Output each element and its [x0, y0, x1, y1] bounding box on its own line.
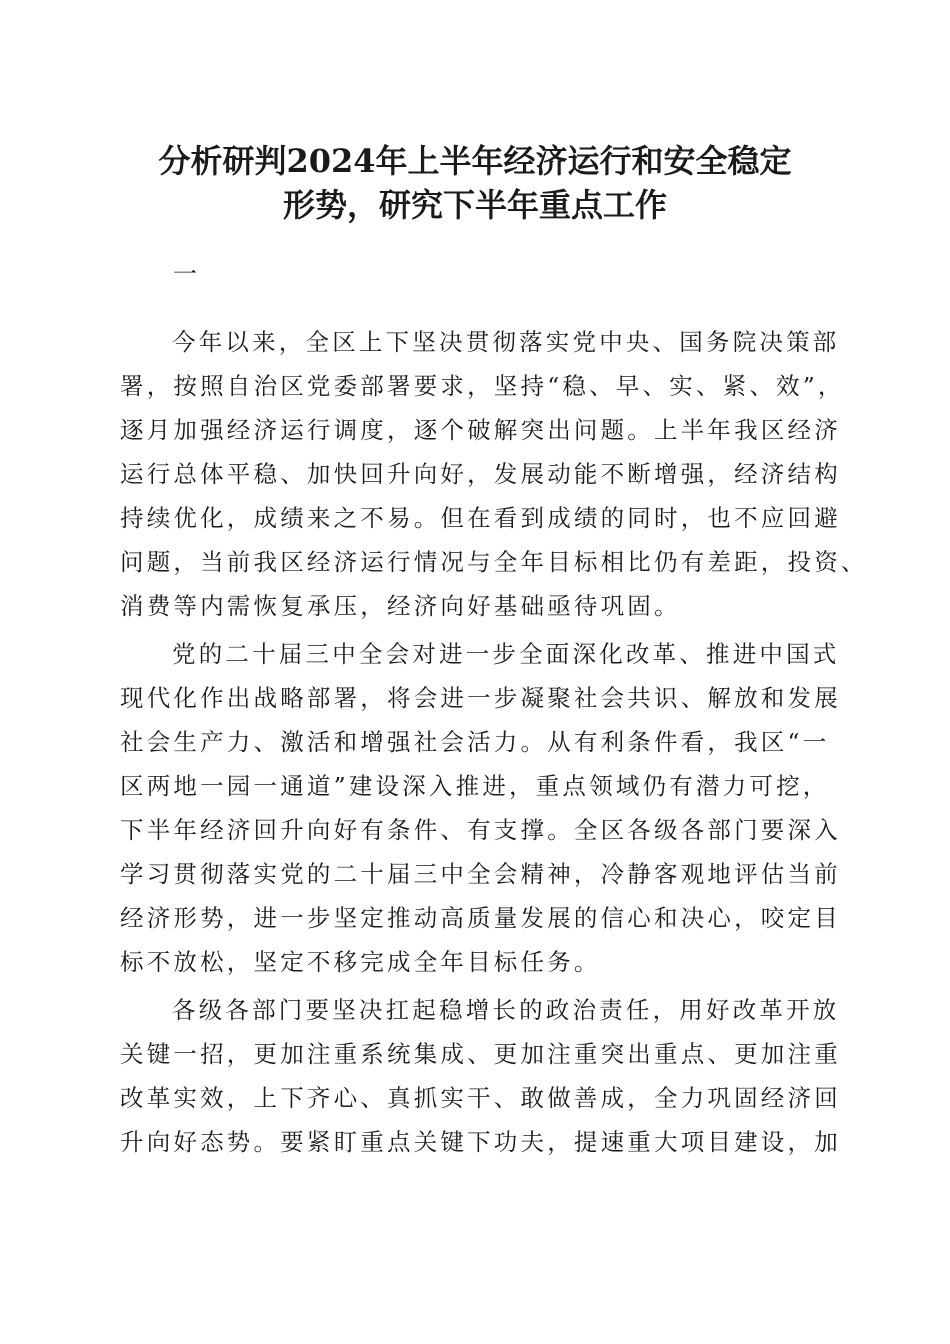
paragraph-1-line: 今年以来，全区上下坚决贯彻落实党中央、国务院决策部 — [172, 328, 840, 356]
document-title-line-2: 形势，研究下半年重点工作 — [282, 186, 667, 224]
document-title-line-1: 分析研判2024年上半年经济运行和安全稳定 — [158, 142, 792, 180]
paragraph-1-line: 署，按照自治区党委部署要求，坚持“稳、早、实、紧、效”， — [120, 372, 845, 400]
section-number: 一 — [173, 260, 197, 288]
paragraph-3-line: 改革实效，上下齐心、真抓实干、敢做善成，全力巩固经济回 — [120, 1084, 841, 1112]
paragraph-1-line: 持续优化，成绩来之不易。但在看到成绩的同时，也不应回避 — [120, 504, 841, 532]
paragraph-3-line: 升向好态势。要紧盯重点关键下功夫，提速重大项目建设，加 — [120, 1128, 841, 1156]
paragraph-1-line: 逐月加强经济运行调度，逐个破解突出问题。上半年我区经济 — [120, 416, 841, 444]
paragraph-2-line: 党的二十届三中全会对进一步全面深化改革、推进中国式 — [172, 640, 840, 668]
paragraph-2-line: 下半年经济回升向好有条件、有支撑。全区各级各部门要深入 — [120, 816, 841, 844]
paragraph-1-line: 消费等内需恢复承压，经济向好基础亟待巩固。 — [120, 592, 681, 620]
paragraph-2-line: 经济形势，进一步坚定推动高质量发展的信心和决心，咬定目 — [120, 904, 841, 932]
paragraph-2-line: 学习贯彻落实党的二十届三中全会精神，冷静客观地评估当前 — [120, 860, 841, 888]
paragraph-2-line: 区两地一园一通道”建设深入推进，重点领域仍有潜力可挖， — [120, 772, 830, 800]
paragraph-2-line: 现代化作出战略部署，将会进一步凝聚社会共识、解放和发展 — [120, 684, 841, 712]
paragraph-1-line: 运行总体平稳、加快回升向好，发展动能不断增强，经济结构 — [120, 460, 841, 488]
paragraph-3-line: 各级各部门要坚决扛起稳增长的政治责任，用好改革开放 — [172, 996, 840, 1024]
paragraph-2-line: 社会生产力、激活和增强社会活力。从有利条件看，我区“一 — [120, 728, 830, 756]
paragraph-1-line: 问题，当前我区经济运行情况与全年目标相比仍有差距，投资、 — [120, 548, 868, 576]
paragraph-2-line: 标不放松，坚定不移完成全年目标任务。 — [120, 948, 601, 976]
paragraph-3-line: 关键一招，更加注重系统集成、更加注重突出重点、更加注重 — [120, 1040, 841, 1068]
